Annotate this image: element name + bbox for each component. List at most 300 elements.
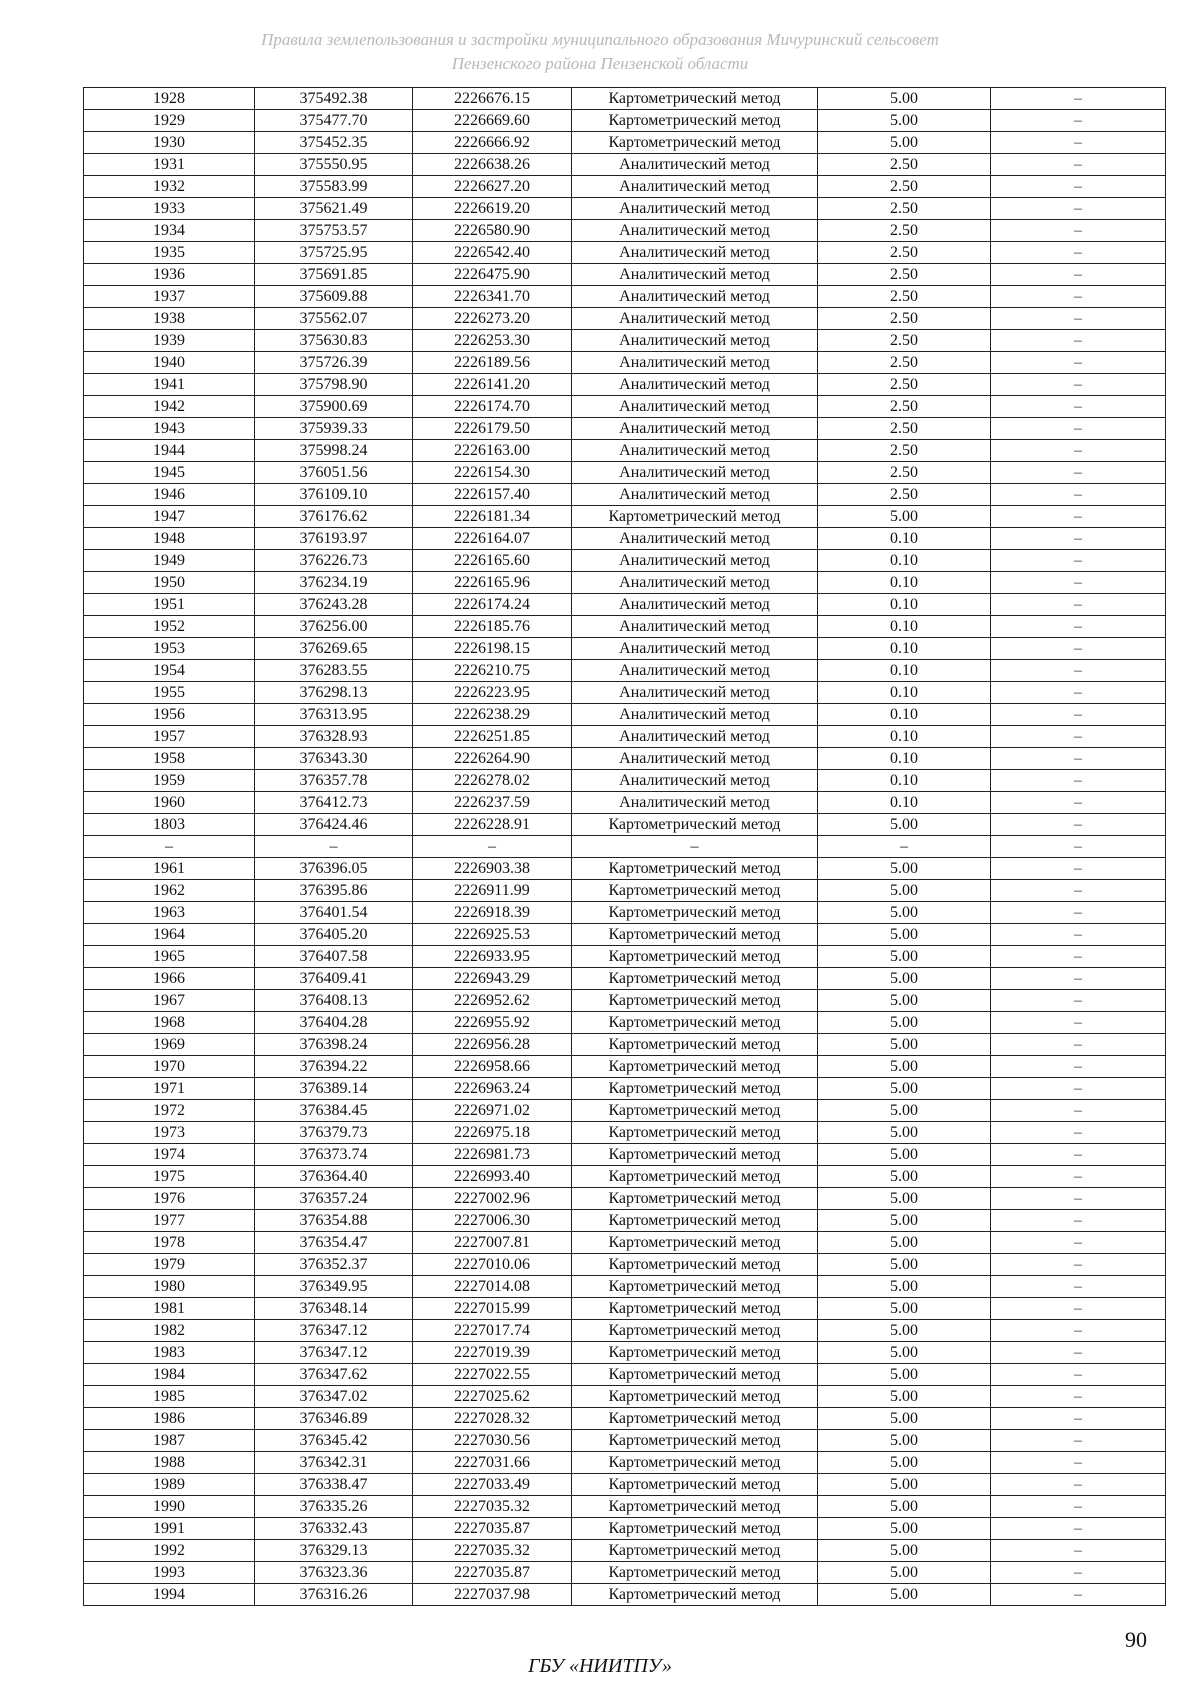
accuracy-cell: 5.00 xyxy=(818,1012,991,1034)
x-coordinate-cell: 375998.24 xyxy=(255,440,413,462)
method-cell: Аналитический метод xyxy=(572,704,818,726)
x-coordinate-cell: 376345.42 xyxy=(255,1430,413,1452)
x-coordinate-cell: 376389.14 xyxy=(255,1078,413,1100)
method-cell: Аналитический метод xyxy=(572,462,818,484)
note-cell: – xyxy=(991,1584,1166,1606)
accuracy-cell: 0.10 xyxy=(818,594,991,616)
point-number-cell: 1993 xyxy=(84,1562,255,1584)
point-number-cell: 1930 xyxy=(84,132,255,154)
method-cell: Картометрический метод xyxy=(572,880,818,902)
note-cell: – xyxy=(991,1540,1166,1562)
method-cell: Картометрический метод xyxy=(572,858,818,880)
accuracy-cell: 2.50 xyxy=(818,374,991,396)
note-cell: – xyxy=(991,770,1166,792)
table-row xyxy=(84,572,1166,594)
note-cell: – xyxy=(991,352,1166,374)
method-cell: Аналитический метод xyxy=(572,792,818,814)
method-cell: Картометрический метод xyxy=(572,1210,818,1232)
method-cell: Картометрический метод xyxy=(572,1056,818,1078)
method-cell: Аналитический метод xyxy=(572,154,818,176)
document-header xyxy=(0,28,1200,76)
x-coordinate-cell: 376332.43 xyxy=(255,1518,413,1540)
x-coordinate-cell: 375477.70 xyxy=(255,110,413,132)
note-cell: – xyxy=(991,902,1166,924)
x-coordinate-cell: 376176.62 xyxy=(255,506,413,528)
x-coordinate-cell: 376234.19 xyxy=(255,572,413,594)
table-row xyxy=(84,1122,1166,1144)
method-cell: Картометрический метод xyxy=(572,1012,818,1034)
note-cell: – xyxy=(991,1298,1166,1320)
point-number-cell: 1949 xyxy=(84,550,255,572)
table-row xyxy=(84,1254,1166,1276)
table-row xyxy=(84,858,1166,880)
table-row xyxy=(84,374,1166,396)
accuracy-cell: 2.50 xyxy=(818,330,991,352)
table-row xyxy=(84,198,1166,220)
x-coordinate-cell: 376384.45 xyxy=(255,1100,413,1122)
y-coordinate-cell: 2226638.26 xyxy=(413,154,572,176)
accuracy-cell: 0.10 xyxy=(818,572,991,594)
x-coordinate-cell: 376316.26 xyxy=(255,1584,413,1606)
note-cell: – xyxy=(991,506,1166,528)
point-number-cell: 1928 xyxy=(84,88,255,110)
point-number-cell: 1936 xyxy=(84,264,255,286)
y-coordinate-cell: 2226165.60 xyxy=(413,550,572,572)
method-cell: Картометрический метод xyxy=(572,1408,818,1430)
point-number-cell: 1977 xyxy=(84,1210,255,1232)
point-number-cell: 1972 xyxy=(84,1100,255,1122)
note-cell: – xyxy=(991,1276,1166,1298)
table-row xyxy=(84,176,1166,198)
table-row xyxy=(84,1518,1166,1540)
x-coordinate-cell: 376269.65 xyxy=(255,638,413,660)
x-coordinate-cell: 375939.33 xyxy=(255,418,413,440)
table-row xyxy=(84,1584,1166,1606)
y-coordinate-cell: 2227035.32 xyxy=(413,1540,572,1562)
accuracy-cell: 2.50 xyxy=(818,242,991,264)
x-coordinate-cell: 376347.62 xyxy=(255,1364,413,1386)
y-coordinate-cell: 2226251.85 xyxy=(413,726,572,748)
accuracy-cell: 5.00 xyxy=(818,1540,991,1562)
y-coordinate-cell: 2227030.56 xyxy=(413,1430,572,1452)
note-cell: – xyxy=(991,440,1166,462)
note-cell: – xyxy=(991,1144,1166,1166)
point-number-cell: 1941 xyxy=(84,374,255,396)
y-coordinate-cell: 2226918.39 xyxy=(413,902,572,924)
table-row xyxy=(84,594,1166,616)
method-cell: Аналитический метод xyxy=(572,330,818,352)
y-coordinate-cell: 2227033.49 xyxy=(413,1474,572,1496)
y-coordinate-cell: – xyxy=(413,836,572,858)
note-cell: – xyxy=(991,1386,1166,1408)
x-coordinate-cell: 376335.26 xyxy=(255,1496,413,1518)
y-coordinate-cell: 2226253.30 xyxy=(413,330,572,352)
table-row xyxy=(84,462,1166,484)
y-coordinate-cell: 2226181.34 xyxy=(413,506,572,528)
method-cell: Картометрический метод xyxy=(572,1342,818,1364)
point-number-cell: 1929 xyxy=(84,110,255,132)
note-cell: – xyxy=(991,242,1166,264)
note-cell: – xyxy=(991,1452,1166,1474)
accuracy-cell: 2.50 xyxy=(818,198,991,220)
table-row xyxy=(84,352,1166,374)
table-row xyxy=(84,1474,1166,1496)
x-coordinate-cell: 376347.12 xyxy=(255,1320,413,1342)
note-cell: – xyxy=(991,330,1166,352)
accuracy-cell: 5.00 xyxy=(818,968,991,990)
y-coordinate-cell: 2226669.60 xyxy=(413,110,572,132)
note-cell: – xyxy=(991,1430,1166,1452)
table-row xyxy=(84,1210,1166,1232)
x-coordinate-cell: 376405.20 xyxy=(255,924,413,946)
note-cell: – xyxy=(991,1320,1166,1342)
note-cell: – xyxy=(991,726,1166,748)
table-row xyxy=(84,990,1166,1012)
method-cell: Аналитический метод xyxy=(572,352,818,374)
accuracy-cell: 2.50 xyxy=(818,176,991,198)
point-number-cell: 1962 xyxy=(84,880,255,902)
table-row xyxy=(84,836,1166,858)
accuracy-cell: 5.00 xyxy=(818,1122,991,1144)
accuracy-cell: 5.00 xyxy=(818,1210,991,1232)
y-coordinate-cell: 2227014.08 xyxy=(413,1276,572,1298)
table-row xyxy=(84,1034,1166,1056)
accuracy-cell: 0.10 xyxy=(818,770,991,792)
accuracy-cell: 0.10 xyxy=(818,616,991,638)
method-cell: Картометрический метод xyxy=(572,990,818,1012)
accuracy-cell: 2.50 xyxy=(818,418,991,440)
x-coordinate-cell: 376408.13 xyxy=(255,990,413,1012)
note-cell: – xyxy=(991,792,1166,814)
y-coordinate-cell: 2227028.32 xyxy=(413,1408,572,1430)
point-number-cell: 1932 xyxy=(84,176,255,198)
x-coordinate-cell: 376338.47 xyxy=(255,1474,413,1496)
table-row xyxy=(84,550,1166,572)
y-coordinate-cell: 2226164.07 xyxy=(413,528,572,550)
note-cell: – xyxy=(991,1342,1166,1364)
table-row xyxy=(84,1276,1166,1298)
x-coordinate-cell: 375452.35 xyxy=(255,132,413,154)
y-coordinate-cell: 2226278.02 xyxy=(413,770,572,792)
method-cell: Аналитический метод xyxy=(572,308,818,330)
accuracy-cell: 2.50 xyxy=(818,220,991,242)
point-number-cell: 1992 xyxy=(84,1540,255,1562)
accuracy-cell: 5.00 xyxy=(818,1056,991,1078)
accuracy-cell: 0.10 xyxy=(818,792,991,814)
method-cell: Аналитический метод xyxy=(572,550,818,572)
point-number-cell: 1994 xyxy=(84,1584,255,1606)
table-row xyxy=(84,616,1166,638)
method-cell: Аналитический метод xyxy=(572,638,818,660)
accuracy-cell: 2.50 xyxy=(818,286,991,308)
header-line-1: Правила землепользования и застройки муниципального образования Мичуринский сельсовет xyxy=(261,30,939,49)
y-coordinate-cell: 2227002.96 xyxy=(413,1188,572,1210)
x-coordinate-cell: 376357.78 xyxy=(255,770,413,792)
point-number-cell: 1980 xyxy=(84,1276,255,1298)
x-coordinate-cell: 376349.95 xyxy=(255,1276,413,1298)
point-number-cell: 1981 xyxy=(84,1298,255,1320)
y-coordinate-cell: 2226141.20 xyxy=(413,374,572,396)
table-row xyxy=(84,286,1166,308)
accuracy-cell: 5.00 xyxy=(818,1188,991,1210)
method-cell: Картометрический метод xyxy=(572,1078,818,1100)
x-coordinate-cell: 376328.93 xyxy=(255,726,413,748)
method-cell: Аналитический метод xyxy=(572,616,818,638)
accuracy-cell: 5.00 xyxy=(818,1474,991,1496)
method-cell: Картометрический метод xyxy=(572,924,818,946)
x-coordinate-cell: 375798.90 xyxy=(255,374,413,396)
note-cell: – xyxy=(991,110,1166,132)
accuracy-cell: 5.00 xyxy=(818,1320,991,1342)
point-number-cell: 1961 xyxy=(84,858,255,880)
y-coordinate-cell: 2226157.40 xyxy=(413,484,572,506)
table-row xyxy=(84,154,1166,176)
accuracy-cell: 5.00 xyxy=(818,1430,991,1452)
method-cell: Картометрический метод xyxy=(572,1276,818,1298)
x-coordinate-cell: 376347.02 xyxy=(255,1386,413,1408)
accuracy-cell: 5.00 xyxy=(818,88,991,110)
y-coordinate-cell: 2226264.90 xyxy=(413,748,572,770)
table-row xyxy=(84,88,1166,110)
point-number-cell: 1966 xyxy=(84,968,255,990)
x-coordinate-cell: 376298.13 xyxy=(255,682,413,704)
point-number-cell: 1943 xyxy=(84,418,255,440)
point-number-cell: 1939 xyxy=(84,330,255,352)
accuracy-cell: 5.00 xyxy=(818,880,991,902)
x-coordinate-cell: 375583.99 xyxy=(255,176,413,198)
x-coordinate-cell: 376404.28 xyxy=(255,1012,413,1034)
table-row xyxy=(84,330,1166,352)
y-coordinate-cell: 2227037.98 xyxy=(413,1584,572,1606)
point-number-cell: 1958 xyxy=(84,748,255,770)
x-coordinate-cell: 376409.41 xyxy=(255,968,413,990)
accuracy-cell: 0.10 xyxy=(818,528,991,550)
y-coordinate-cell: 2227035.87 xyxy=(413,1518,572,1540)
accuracy-cell: 0.10 xyxy=(818,638,991,660)
method-cell: Картометрический метод xyxy=(572,1496,818,1518)
accuracy-cell: 5.00 xyxy=(818,1034,991,1056)
table-row xyxy=(84,1540,1166,1562)
point-number-cell: 1978 xyxy=(84,1232,255,1254)
point-number-cell: 1979 xyxy=(84,1254,255,1276)
point-number-cell: 1989 xyxy=(84,1474,255,1496)
method-cell: Аналитический метод xyxy=(572,682,818,704)
table-row xyxy=(84,308,1166,330)
y-coordinate-cell: 2226955.92 xyxy=(413,1012,572,1034)
y-coordinate-cell: 2226971.02 xyxy=(413,1100,572,1122)
y-coordinate-cell: 2226911.99 xyxy=(413,880,572,902)
y-coordinate-cell: 2226975.18 xyxy=(413,1122,572,1144)
accuracy-cell: 5.00 xyxy=(818,1144,991,1166)
x-coordinate-cell: 375691.85 xyxy=(255,264,413,286)
y-coordinate-cell: 2226210.75 xyxy=(413,660,572,682)
x-coordinate-cell: 376243.28 xyxy=(255,594,413,616)
table-row xyxy=(84,440,1166,462)
y-coordinate-cell: 2226179.50 xyxy=(413,418,572,440)
point-number-cell: – xyxy=(84,836,255,858)
table-row xyxy=(84,1166,1166,1188)
x-coordinate-cell: 376323.36 xyxy=(255,1562,413,1584)
method-cell: Аналитический метод xyxy=(572,528,818,550)
accuracy-cell: 5.00 xyxy=(818,1496,991,1518)
table-row xyxy=(84,1408,1166,1430)
method-cell: Картометрический метод xyxy=(572,1232,818,1254)
point-number-cell: 1975 xyxy=(84,1166,255,1188)
point-number-cell: 1985 xyxy=(84,1386,255,1408)
y-coordinate-cell: 2226666.92 xyxy=(413,132,572,154)
x-coordinate-cell: 376398.24 xyxy=(255,1034,413,1056)
accuracy-cell: 5.00 xyxy=(818,924,991,946)
accuracy-cell: 5.00 xyxy=(818,990,991,1012)
method-cell: Аналитический метод xyxy=(572,374,818,396)
method-cell: Картометрический метод xyxy=(572,1518,818,1540)
note-cell: – xyxy=(991,880,1166,902)
accuracy-cell: 5.00 xyxy=(818,1386,991,1408)
note-cell: – xyxy=(991,1474,1166,1496)
x-coordinate-cell: 376396.05 xyxy=(255,858,413,880)
table-row xyxy=(84,968,1166,990)
method-cell: Картометрический метод xyxy=(572,946,818,968)
x-coordinate-cell: 376051.56 xyxy=(255,462,413,484)
accuracy-cell: 2.50 xyxy=(818,154,991,176)
accuracy-cell: 5.00 xyxy=(818,1364,991,1386)
method-cell: Аналитический метод xyxy=(572,220,818,242)
point-number-cell: 1945 xyxy=(84,462,255,484)
point-number-cell: 1984 xyxy=(84,1364,255,1386)
method-cell: Картометрический метод xyxy=(572,1540,818,1562)
method-cell: Аналитический метод xyxy=(572,748,818,770)
y-coordinate-cell: 2226174.70 xyxy=(413,396,572,418)
table-row xyxy=(84,946,1166,968)
table-row xyxy=(84,528,1166,550)
note-cell: – xyxy=(991,572,1166,594)
point-number-cell: 1952 xyxy=(84,616,255,638)
point-number-cell: 1983 xyxy=(84,1342,255,1364)
method-cell: Картометрический метод xyxy=(572,1034,818,1056)
note-cell: – xyxy=(991,88,1166,110)
coordinates-table-body xyxy=(84,88,1166,1606)
x-coordinate-cell: 376193.97 xyxy=(255,528,413,550)
table-row xyxy=(84,506,1166,528)
y-coordinate-cell: 2227022.55 xyxy=(413,1364,572,1386)
y-coordinate-cell: 2227031.66 xyxy=(413,1452,572,1474)
point-number-cell: 1933 xyxy=(84,198,255,220)
note-cell: – xyxy=(991,1408,1166,1430)
point-number-cell: 1973 xyxy=(84,1122,255,1144)
method-cell: Картометрический метод xyxy=(572,506,818,528)
method-cell: Картометрический метод xyxy=(572,132,818,154)
x-coordinate-cell: – xyxy=(255,836,413,858)
method-cell: Картометрический метод xyxy=(572,1298,818,1320)
y-coordinate-cell: 2226174.24 xyxy=(413,594,572,616)
note-cell: – xyxy=(991,396,1166,418)
x-coordinate-cell: 376394.22 xyxy=(255,1056,413,1078)
point-number-cell: 1956 xyxy=(84,704,255,726)
y-coordinate-cell: 2226341.70 xyxy=(413,286,572,308)
accuracy-cell: 5.00 xyxy=(818,1100,991,1122)
note-cell: – xyxy=(991,1012,1166,1034)
note-cell: – xyxy=(991,682,1166,704)
accuracy-cell: 5.00 xyxy=(818,1342,991,1364)
table-row xyxy=(84,1496,1166,1518)
note-cell: – xyxy=(991,814,1166,836)
point-number-cell: 1986 xyxy=(84,1408,255,1430)
y-coordinate-cell: 2226676.15 xyxy=(413,88,572,110)
accuracy-cell: 5.00 xyxy=(818,1078,991,1100)
y-coordinate-cell: 2226154.30 xyxy=(413,462,572,484)
method-cell: Картометрический метод xyxy=(572,1452,818,1474)
method-cell: Картометрический метод xyxy=(572,1386,818,1408)
y-coordinate-cell: 2226619.20 xyxy=(413,198,572,220)
accuracy-cell: 5.00 xyxy=(818,1452,991,1474)
y-coordinate-cell: 2227015.99 xyxy=(413,1298,572,1320)
y-coordinate-cell: 2226981.73 xyxy=(413,1144,572,1166)
note-cell: – xyxy=(991,462,1166,484)
method-cell: Аналитический метод xyxy=(572,572,818,594)
note-cell: – xyxy=(991,1056,1166,1078)
accuracy-cell: 5.00 xyxy=(818,506,991,528)
accuracy-cell: 2.50 xyxy=(818,396,991,418)
y-coordinate-cell: 2227035.32 xyxy=(413,1496,572,1518)
table-row xyxy=(84,770,1166,792)
x-coordinate-cell: 376348.14 xyxy=(255,1298,413,1320)
table-row xyxy=(84,484,1166,506)
table-row xyxy=(84,1188,1166,1210)
point-number-cell: 1937 xyxy=(84,286,255,308)
method-cell: Картометрический метод xyxy=(572,1320,818,1342)
accuracy-cell: 5.00 xyxy=(818,814,991,836)
point-number-cell: 1931 xyxy=(84,154,255,176)
note-cell: – xyxy=(991,924,1166,946)
table-row xyxy=(84,1562,1166,1584)
x-coordinate-cell: 376354.88 xyxy=(255,1210,413,1232)
note-cell: – xyxy=(991,198,1166,220)
note-cell: – xyxy=(991,176,1166,198)
point-number-cell: 1955 xyxy=(84,682,255,704)
accuracy-cell: 5.00 xyxy=(818,902,991,924)
y-coordinate-cell: 2226933.95 xyxy=(413,946,572,968)
y-coordinate-cell: 2226223.95 xyxy=(413,682,572,704)
y-coordinate-cell: 2226956.28 xyxy=(413,1034,572,1056)
x-coordinate-cell: 376343.30 xyxy=(255,748,413,770)
method-cell: Картометрический метод xyxy=(572,1562,818,1584)
x-coordinate-cell: 376424.46 xyxy=(255,814,413,836)
y-coordinate-cell: 2226273.20 xyxy=(413,308,572,330)
method-cell: Картометрический метод xyxy=(572,1364,818,1386)
note-cell: – xyxy=(991,1078,1166,1100)
point-number-cell: 1954 xyxy=(84,660,255,682)
point-number-cell: 1940 xyxy=(84,352,255,374)
method-cell: Аналитический метод xyxy=(572,660,818,682)
accuracy-cell: 5.00 xyxy=(818,946,991,968)
note-cell: – xyxy=(991,616,1166,638)
table-row xyxy=(84,1298,1166,1320)
table-row xyxy=(84,418,1166,440)
method-cell: Картометрический метод xyxy=(572,1254,818,1276)
point-number-cell: 1946 xyxy=(84,484,255,506)
y-coordinate-cell: 2227007.81 xyxy=(413,1232,572,1254)
note-cell: – xyxy=(991,858,1166,880)
point-number-cell: 1960 xyxy=(84,792,255,814)
note-cell: – xyxy=(991,1496,1166,1518)
y-coordinate-cell: 2227006.30 xyxy=(413,1210,572,1232)
x-coordinate-cell: 375726.39 xyxy=(255,352,413,374)
accuracy-cell: 0.10 xyxy=(818,550,991,572)
point-number-cell: 1988 xyxy=(84,1452,255,1474)
point-number-cell: 1935 xyxy=(84,242,255,264)
x-coordinate-cell: 376109.10 xyxy=(255,484,413,506)
x-coordinate-cell: 375621.49 xyxy=(255,198,413,220)
